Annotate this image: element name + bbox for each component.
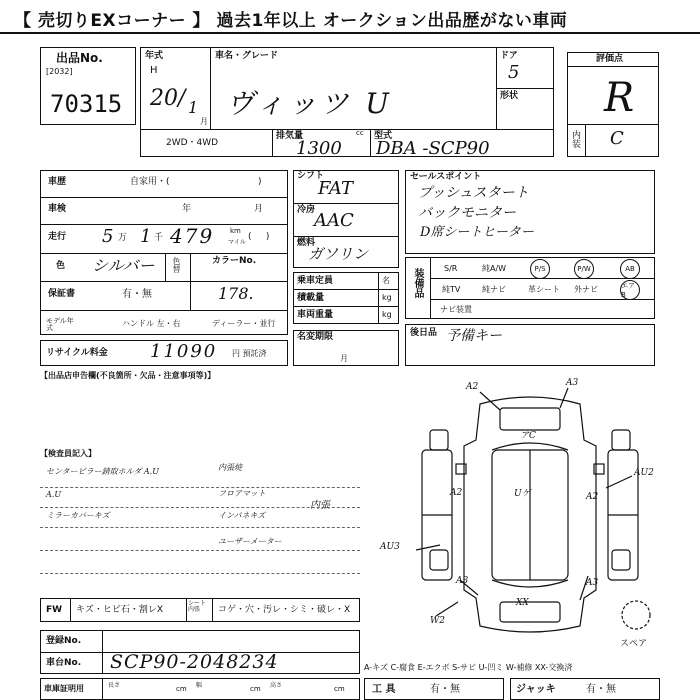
inspector-note-1: センターピラー錆取ホルダ A.U [46, 467, 159, 476]
mileage-man-value: 5 [102, 226, 114, 247]
aircon-label: 冷房 [297, 205, 316, 215]
aircon-value: AAC [314, 210, 354, 231]
cert-cm2: cm [250, 685, 261, 693]
equip-tv: 純TV [442, 285, 461, 294]
mileage-rest-value: 479 [170, 224, 215, 248]
dealer-options: ディーラー・並行 [212, 319, 276, 328]
cert-length: 長さ [108, 682, 121, 689]
damage-au2: AU2 [634, 468, 654, 478]
model-type-label: 型式 [374, 131, 393, 141]
lot-number: 70315 [50, 90, 123, 118]
name-change-label: 名変期限 [297, 332, 334, 342]
seat-label: シート内張 [188, 600, 207, 613]
equipment-label: 装備品 [412, 268, 423, 298]
recycle-label: リサイクル料金 [46, 348, 108, 358]
inspector-label: 【検査員記入】 [40, 449, 96, 458]
rear-items-box [405, 324, 655, 366]
banner-title: 【 売切りEXコーナー 】 過去1年以上 オークション出品歴がない車両 [14, 11, 568, 31]
cert-cm1: cm [176, 685, 187, 693]
year-label: 年式 [145, 51, 164, 61]
shift-value: FAT [318, 178, 353, 199]
inspector-note-7: ユーザーメーター [218, 537, 282, 546]
equip-leather: 革シート [528, 285, 560, 294]
recycle-value: 11090 [150, 341, 218, 362]
handle-options: ハンドル 左・右 [122, 319, 181, 328]
weight-unit: kg [382, 310, 392, 319]
capacity-label: 乗車定員 [297, 276, 334, 286]
year-month-unit: 月 [200, 117, 208, 126]
displacement-unit: cc [356, 129, 364, 137]
damage-xx: XX [516, 598, 529, 608]
lot-label: 出品No. [56, 51, 103, 65]
model-year-row-label: モデル年式 [46, 317, 74, 332]
mileage-paren: ( ) [248, 232, 270, 242]
history-label: 車歴 [48, 177, 67, 187]
lot-sub: [2032] [46, 67, 73, 76]
inspection-month: 月 [254, 204, 264, 214]
rear-items-label: 後日品 [410, 328, 438, 338]
tools-label: 工 具 [372, 684, 396, 695]
interior-value: C [610, 128, 624, 149]
mileage-km: km [230, 227, 241, 235]
spare-label: スペア [620, 639, 648, 649]
jack-label: ジャッキ [516, 684, 556, 695]
damage-au3: AU3 [380, 542, 400, 552]
damage-ug: Uゲ [514, 489, 531, 499]
year-value: 20/ [150, 86, 186, 111]
fw-label: FW [46, 605, 63, 615]
cert-width: 幅 [196, 682, 203, 689]
year-era: H [150, 65, 158, 76]
mileage-label: 走行 [48, 232, 67, 242]
cert-label: 車庫証明用 [44, 684, 84, 693]
equip-sr: S/R [444, 264, 458, 273]
damage-a3-bl: A3 [456, 576, 469, 586]
sales-point-2: バックモニター [418, 205, 516, 221]
equip-pw: P/W [574, 259, 594, 279]
equip-alloy: 純A/W [482, 264, 507, 273]
equip-ext-navi: 外ナビ [574, 285, 598, 294]
color-label: 色 [56, 261, 66, 271]
grade-label: 評価点 [596, 54, 624, 64]
chassis-label: 車台No. [46, 658, 82, 668]
shape-label: 形状 [500, 91, 519, 101]
fw-items: キズ・ヒビ石・割レX [76, 605, 163, 615]
interior-label: 内装 [570, 130, 580, 148]
weight-label: 車両重量 [297, 310, 334, 320]
capacity-unit: 名 [382, 276, 390, 285]
displacement-label: 排気量 [276, 131, 304, 141]
equip-airbag: エアB [620, 280, 640, 300]
cert-cm3: cm [334, 685, 345, 693]
load-unit: kg [382, 293, 392, 302]
history-options: 自家用・( [130, 177, 170, 187]
damage-a3-top: A3 [566, 378, 579, 388]
drive-options: 2WD・4WD [166, 138, 219, 148]
fuel-label: 燃料 [297, 238, 316, 248]
history-close: ) [258, 177, 262, 187]
name-change-unit: 月 [340, 354, 348, 363]
grade-value: R [604, 75, 635, 121]
mileage-sen: 千 [154, 233, 164, 243]
inspector-note-3: ミラーカバーキズ [46, 511, 110, 520]
recycle-unit: 円 預託済 [232, 349, 267, 358]
jack-options: 有・無 [586, 684, 616, 695]
mileage-man: 万 [118, 233, 128, 243]
seat-items: コゲ・穴・汚レ・シミ・破レ・X [218, 605, 351, 615]
load-label: 積載量 [297, 293, 325, 303]
equip-navi: 純ナビ [482, 285, 506, 294]
damage-a2-top: A2 [466, 382, 479, 392]
inspector-note-4: 内張焼 [218, 463, 242, 472]
inspection-year: 年 [182, 204, 192, 214]
color-change-label: 色替 [172, 257, 181, 273]
cert-height: 高さ [270, 682, 283, 689]
registration-label: 登録No. [46, 636, 82, 646]
shift-label: シフト [297, 171, 325, 181]
inspector-note-5: フロアマット [218, 489, 266, 498]
car-name-value: ヴィッツ U [226, 87, 393, 120]
displacement-value: 1300 [296, 138, 342, 159]
sales-point-3: D席シートヒーター [420, 225, 534, 240]
inspection-label: 車検 [48, 204, 67, 214]
car-name-label: 車名・グレード [215, 51, 279, 61]
color-no-label: カラーNo. [212, 256, 257, 266]
model-type-value: DBA -SCP90 [376, 138, 490, 159]
inspector-note-right: 内張 [310, 500, 330, 511]
doors-value: 5 [508, 62, 520, 83]
equip-ab: AB [620, 259, 640, 279]
mileage-mile: マイル [228, 239, 246, 246]
sales-point-1: プッシュスタート [418, 185, 529, 201]
damage-a2-left: A2 [450, 488, 463, 498]
car-diagram [400, 380, 660, 650]
inspector-note-6: インパネキズ [218, 511, 266, 520]
inspector-note-2: A.U [46, 490, 62, 499]
fuel-value: ガソリン [308, 245, 369, 263]
damage-a2-right: A2 [586, 492, 599, 502]
seller-notes-label: 【出品店申告欄(不良箇所・欠品・注意事項等)】 [40, 371, 216, 380]
equip-ps: P/S [530, 259, 550, 279]
navi-device-label: ナビ装置 [440, 305, 472, 314]
damage-legend: A-キズ C-腐食 E-エクボ S-サビ U-凹ミ W-補修 XX-交換済 [364, 663, 573, 672]
damage-ac: アC [520, 431, 536, 441]
year-month: 1 [188, 98, 199, 117]
warranty-options: 有・無 [122, 289, 152, 300]
damage-a3-br: A3 [586, 578, 599, 588]
damage-w2: W2 [430, 616, 445, 626]
rear-items-value: 予備キー [446, 328, 502, 344]
color-no-value: 178. [218, 284, 254, 303]
warranty-label: 保証書 [48, 289, 76, 299]
color-value: シルバー [92, 256, 155, 275]
doors-label: ドア [500, 51, 518, 61]
tools-options: 有・無 [430, 684, 460, 695]
chassis-value: SCP90-2048234 [110, 651, 279, 673]
sales-points-label: セールスポイント [410, 172, 482, 182]
mileage-sen-value: 1 [140, 226, 152, 247]
